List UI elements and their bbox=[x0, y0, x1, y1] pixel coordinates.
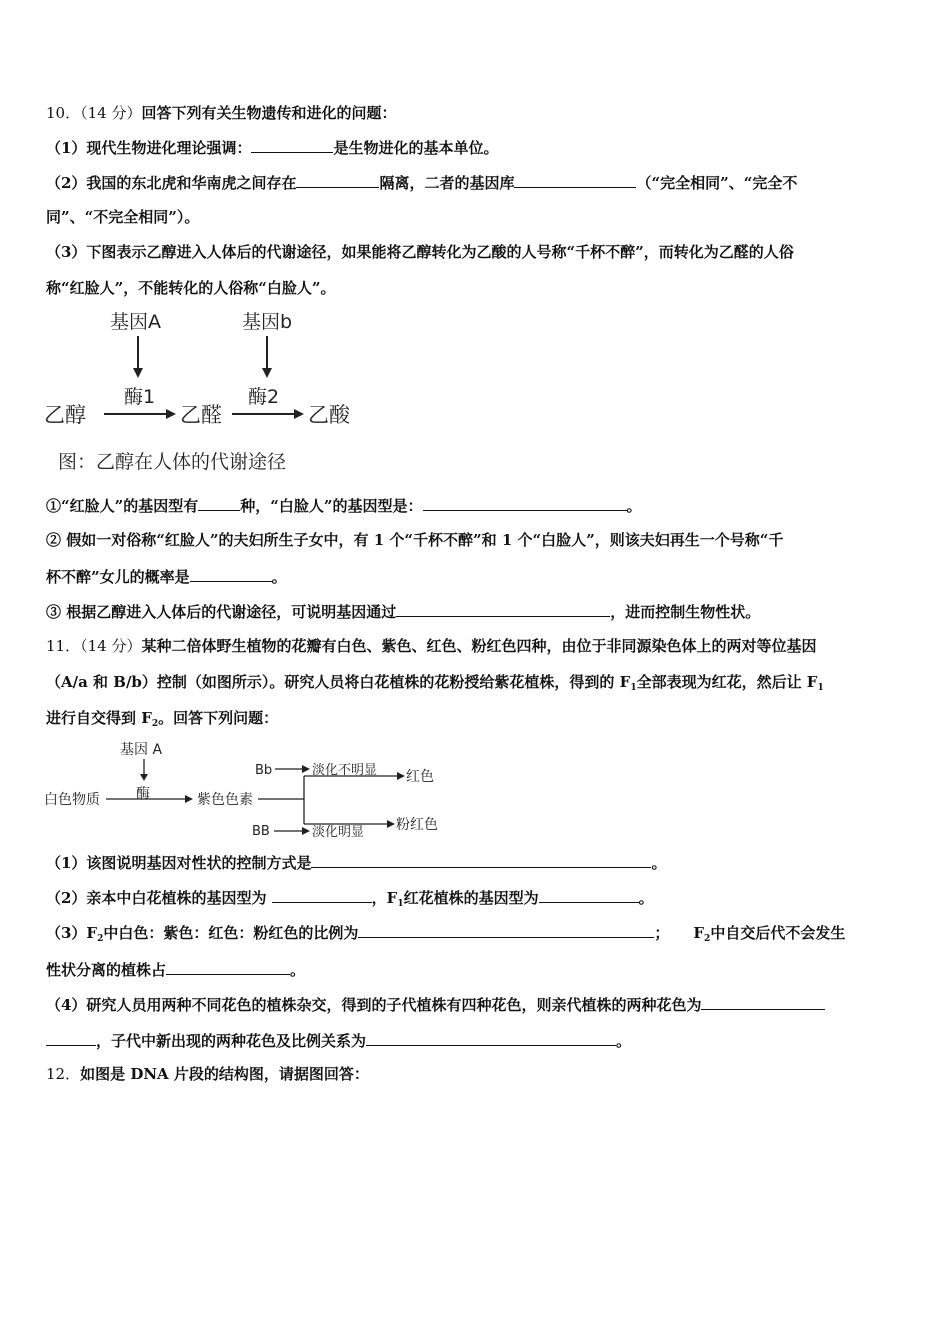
answer-blank[interactable] bbox=[701, 994, 825, 1010]
bb-lower-label: BB bbox=[252, 824, 270, 839]
ethanol-metabolism-diagram bbox=[44, 306, 374, 478]
answer-blank[interactable] bbox=[396, 601, 610, 617]
branch-upper-arrowhead bbox=[397, 772, 405, 780]
q11-part3: $(3)F_2$中白色：紫色：红色：粉红色的比例为 ； $F_2$中自交后代不会发生 bbox=[46, 924, 846, 944]
white-substance-label: 白色物质 bbox=[44, 792, 100, 808]
enzyme-label: 酶 bbox=[136, 786, 150, 802]
purple-pigment-label: 紫色色素 bbox=[197, 792, 253, 808]
ethanol-label: 乙醇 bbox=[44, 403, 86, 427]
step2-arrowhead bbox=[294, 409, 304, 419]
q10-sub2-cont: 杯不醉”女儿的概率是 。 bbox=[46, 568, 287, 586]
pink-label: 粉红色 bbox=[396, 817, 438, 833]
answer-blank[interactable] bbox=[539, 887, 639, 903]
gene-a-arrowhead bbox=[133, 368, 143, 378]
step1-arrowhead bbox=[166, 409, 176, 419]
answer-blank[interactable] bbox=[366, 1030, 616, 1046]
answer-blank[interactable] bbox=[251, 137, 333, 153]
q10-sub1: ①“红脸人”的基因型有 种，“白脸人”的基因型是： 。 bbox=[46, 497, 642, 515]
q11-part2: （2）亲本中白花植株的基因型为 ，$F_1$红花植株的基因型为 。 bbox=[46, 889, 654, 909]
q11-part4: （4）研究人员用两种不同花色的植株杂交，得到的子代植株有四种花色，则亲代植株的两种花色为 bbox=[46, 994, 825, 1015]
q10-heading: 10．（14 分）回答下列有关生物遗传和进化的问题： bbox=[46, 104, 397, 122]
q10-sub3: ③ 根据乙醇进入人体后的代谢途径，可说明基因通过 ，进而控制生物性状。 bbox=[46, 603, 761, 621]
q11-part1: （1）该图说明基因对性状的控制方式是 。 bbox=[46, 854, 667, 872]
answer-blank[interactable] bbox=[272, 887, 372, 903]
flower-color-diagram bbox=[44, 736, 464, 846]
answer-blank[interactable] bbox=[358, 922, 654, 938]
answer-blank[interactable] bbox=[198, 495, 240, 511]
enzyme2-label: 酶2 bbox=[248, 386, 280, 408]
answer-blank[interactable] bbox=[296, 172, 379, 188]
q10-part3: （3）下图表示乙醇进入人体后的代谢途径，如果能将乙醇转化为乙酸的人号称“千杯不醉”，而转化为乙醛的人俗 bbox=[46, 243, 794, 261]
diagram-caption: 图：乙醇在人体的代谢途径 bbox=[58, 451, 287, 473]
q10-part1: （1）现代生物进化理论强调： 是生物进化的基本单位。 bbox=[46, 139, 499, 157]
answer-blank[interactable] bbox=[190, 566, 272, 582]
answer-blank[interactable] bbox=[166, 959, 290, 975]
q11-part4-cont: ，子代中新出现的两种花色及比例关系为 。 bbox=[46, 1030, 631, 1051]
acetaldehyde-label: 乙醛 bbox=[180, 403, 222, 427]
gene-b-label: 基因b bbox=[242, 311, 293, 333]
q10-part2-cont: 同”、“不完全相同”）。 bbox=[46, 208, 200, 226]
gene-a-label: 基因 A bbox=[120, 742, 163, 758]
answer-blank[interactable] bbox=[311, 852, 651, 868]
bb-upper-arrowhead bbox=[302, 765, 310, 773]
red-label: 红色 bbox=[406, 769, 434, 785]
enzyme1-label: 酶1 bbox=[124, 386, 156, 408]
acetic-acid-label: 乙酸 bbox=[308, 403, 350, 427]
bb-lower-arrowhead bbox=[302, 827, 310, 835]
gene-a-label: 基因A bbox=[110, 311, 161, 333]
white-to-purple-arrowhead bbox=[185, 795, 193, 803]
answer-blank[interactable] bbox=[514, 172, 636, 188]
fade-strong-label: 淡化明显 bbox=[312, 825, 365, 840]
q10-part2: （2）我国的东北虎和华南虎之间存在 隔离，二者的基因库 （“完全相同”、“完全不 bbox=[46, 174, 798, 192]
bb-upper-label: Bb bbox=[255, 763, 273, 778]
branch-lower-arrowhead bbox=[387, 820, 395, 828]
q10-sub2: ② 假如一对俗称“红脸人”的夫妇所生子女中，有 1 个“千杯不醉”和 1 个“白脸人”，则该夫妇再生一个号称“千 bbox=[46, 531, 784, 549]
gene-b-arrowhead bbox=[262, 368, 272, 378]
q12-heading: 12．如图是 DNA 片段的结构图，请据图回答： bbox=[46, 1065, 369, 1083]
q11-line2: （A/a 和 B/b）控制（如图所示）。研究人员将白花植株的花粉授给紫花植株，得到的 $F_1$全部表现为红花，然后让 $F_1$ bbox=[46, 673, 824, 693]
q10-part3-cont: 称“红脸人”，不能转化的人俗称“白脸人”。 bbox=[46, 279, 336, 297]
answer-blank[interactable] bbox=[423, 495, 627, 511]
q11-part3-cont: 性状分离的植株占 。 bbox=[46, 961, 306, 979]
answer-blank[interactable] bbox=[46, 1030, 96, 1046]
q11-line3: 进行自交得到 $F_2$。回答下列问题： bbox=[46, 709, 279, 729]
gene-a-arrowhead bbox=[140, 774, 148, 781]
fade-weak-label: 淡化不明显 bbox=[312, 763, 378, 778]
q11-heading: 11．（14 分）某种二倍体野生植物的花瓣有白色、紫色、红色、粉红色四种，由位于非同源染色体上的两对等位基因 bbox=[46, 637, 817, 655]
